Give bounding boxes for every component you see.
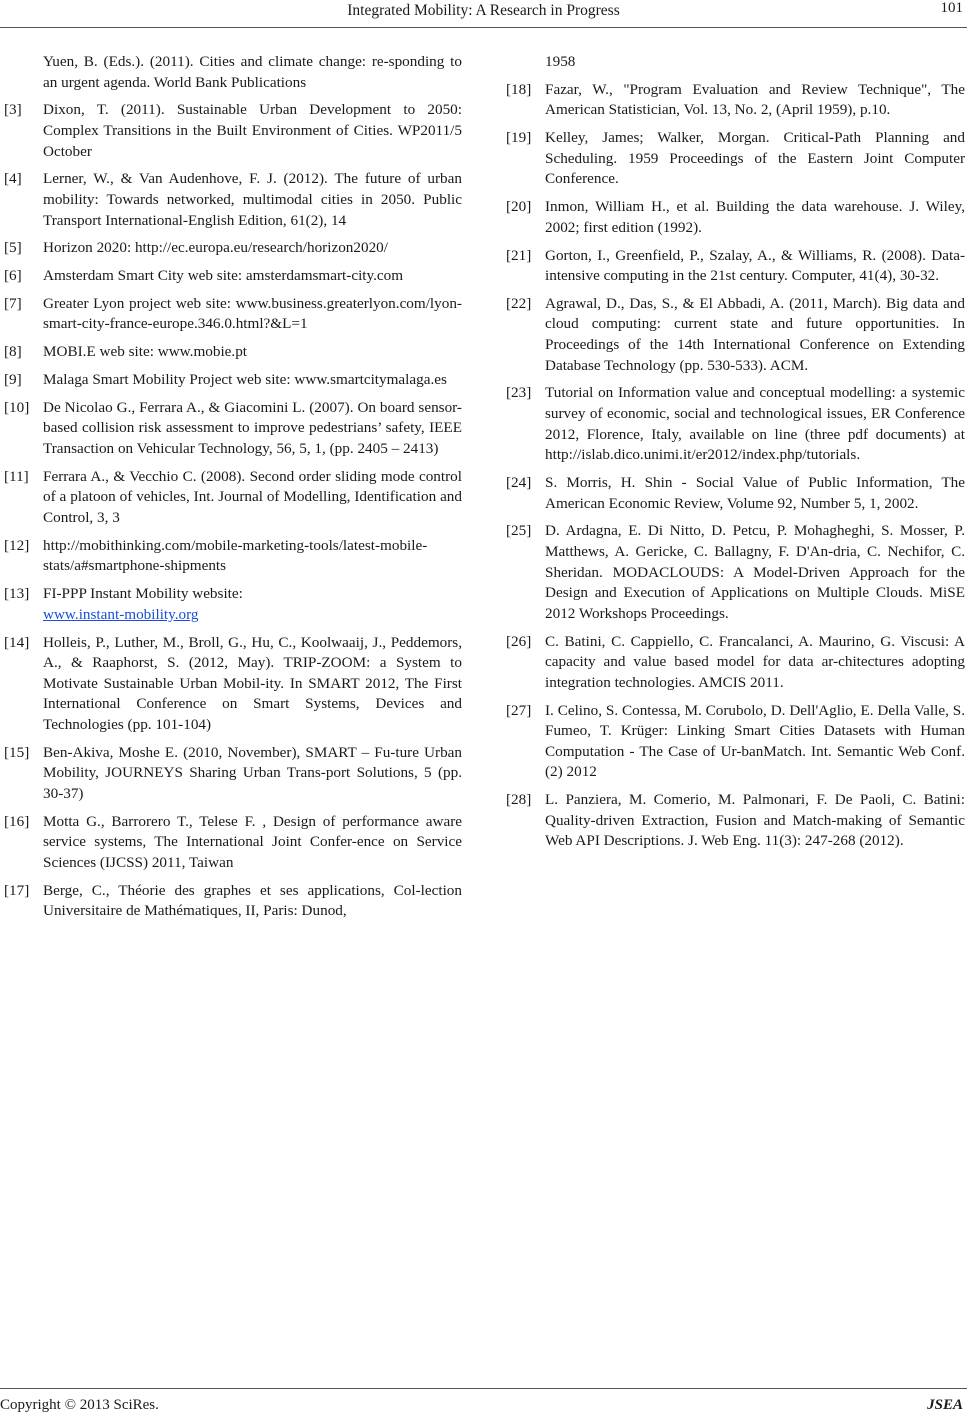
reference-entry [4, 100, 462, 162]
reference-text [545, 80, 965, 121]
reference-text [43, 467, 462, 529]
reference-link[interactable]: www.instant-mobility.org [43, 605, 199, 623]
reference-entry [506, 80, 965, 121]
reference-text [43, 52, 462, 93]
reference-entry [506, 790, 965, 852]
reference-entry [506, 128, 965, 190]
reference-entry [4, 743, 462, 805]
reference-entry [506, 246, 965, 287]
reference-entry [506, 52, 965, 73]
reference-citation: L. Panziera, M. Comerio, M. Palmonari, F. De Paoli, C. Batini: Quality-driven Extraction, Fusion and Match-making of Semantic Web API Descriptions. J. Web Eng. 11(3): 247-268 (2012). [545, 791, 965, 850]
reference-number: [22] [506, 294, 532, 312]
reference-citation: Yuen, B. (Eds.). (2011). Cities and climate change: re-sponding to an urgent agenda. World Bank Publications [43, 53, 462, 91]
reference-number [506, 52, 545, 73]
reference-number: [20] [506, 198, 532, 216]
reference-citation: Ferrara A., & Vecchio C. (2008). Second order sliding mode control of a platoon of vehicles, Int. Journal of Modelling, Identification and Control, 3, 3 [43, 467, 462, 526]
reference-entry [506, 701, 965, 783]
reference-number: [12] [4, 536, 30, 554]
running-header [0, 0, 967, 28]
reference-text [43, 398, 462, 460]
reference-text [43, 633, 462, 736]
reference-citation: Lerner, W., & Van Audenhove, F. J. (2012). The future of urban mobility: Towards networked, multimodal cities in 2050. Public Transport International-English Edition, 61(2), 14 [43, 170, 462, 229]
reference-text [545, 52, 965, 73]
reference-citation: MOBI.E web site: www.mobie.pt [43, 343, 248, 361]
reference-entry [4, 370, 462, 391]
reference-citation: 1958 [545, 53, 576, 70]
reference-number: [10] [4, 398, 30, 416]
reference-text [43, 342, 462, 363]
reference-entry [4, 812, 462, 874]
reference-entry [4, 536, 462, 577]
reference-text [43, 294, 462, 335]
reference-text [43, 238, 462, 259]
reference-entry [506, 294, 965, 376]
reference-text [43, 743, 462, 805]
reference-citation: De Nicolao G., Ferrara A., & Giacomini L. (2007). On board sensor-based collision risk assessment to improve pedestrians’ safety, IEEE Transaction on Vehicular Technology, 56, 5, 1, (pp. 2405 – 2413) [43, 398, 462, 457]
reference-entry [4, 52, 462, 93]
reference-entry [4, 169, 462, 231]
reference-citation: I. Celino, S. Contessa, M. Corubolo, D. Dell'Aglio, E. Della Valle, S. Fumeo, T. Krüger: Linking Smart Cities Datasets with Human Computation - The Case of Ur-banMatch. Int. Semantic Web Conf. (2) 2012 [545, 701, 965, 781]
running-title: Integrated Mobility: A Research in Progress [347, 2, 620, 19]
reference-number: [7] [4, 294, 22, 312]
reference-text [43, 881, 462, 922]
reference-text [545, 246, 965, 287]
reference-number: [14] [4, 633, 30, 651]
reference-number: [21] [506, 246, 532, 264]
reference-number: [8] [4, 343, 22, 361]
reference-citation: Holleis, P., Luther, M., Broll, G., Hu, C., Koolwaaij, J., Peddemors, A., & Raaphorst, S. (2012, May). TRIP-ZOOM: a System to Motivate Sustainable Urban Mobil-ity. In SMART 2012, The First International Conference on Smart Systems, Devices and Technologies (pp. 101-104) [43, 633, 462, 733]
reference-text [545, 383, 965, 465]
reference-entry [4, 238, 462, 259]
reference-number: [3] [4, 101, 22, 119]
reference-number: [16] [4, 812, 30, 830]
reference-number: [9] [4, 371, 22, 389]
reference-text [545, 294, 965, 376]
reference-number: [11] [4, 467, 29, 485]
reference-citation: Ben-Akiva, Moshe E. (2010, November), SMART – Fu-ture Urban Mobility, JOURNEYS Sharing Urban Trans-port Solutions, 5 (pp. 30-37) [43, 743, 462, 802]
reference-entry [506, 473, 965, 514]
reference-number: [4] [4, 170, 22, 188]
reference-citation: http://mobithinking.com/mobile-marketing-tools/latest-mobile-stats/a#smartphone-shipments [43, 536, 428, 575]
journal-abbreviation: JSEA [927, 1397, 963, 1413]
page-number: 101 [940, 0, 963, 16]
reference-text [545, 632, 965, 694]
reference-entry [4, 342, 462, 363]
reference-entry [4, 294, 462, 335]
reference-number: [23] [506, 384, 532, 402]
reference-number: [13] [4, 585, 30, 603]
references-right-column [506, 52, 965, 859]
reference-text [43, 536, 462, 577]
reference-citation: Tutorial on Information value and conceptual modelling: a systemic survey of economic, social and technological issues, ER Conference 2012, Florence, Italy, available on line (three pdf documents) at http://islab.dico.unimi.it/er2012/index.php/tutorials. [545, 384, 965, 464]
reference-citation: Gorton, I., Greenfield, P., Szalay, A., & Williams, R. (2008). Data-intensive computing in the 21st century. Computer, 41(4), 30-32. [545, 246, 965, 285]
reference-text [43, 370, 462, 391]
reference-citation: Motta G., Barrorero T., Telese F. , Design of performance aware service systems, The International Joint Confer-ence on Service Sciences (IJCSS) 2011, Taiwan [43, 812, 462, 871]
reference-citation: S. Morris, H. Shin - Social Value of Public Information, The American Economic Review, Volume 92, Number 5, 1, 2002. [545, 474, 965, 512]
reference-citation: C. Batini, C. Cappiello, C. Francalanci, A. Maurino, G. Viscusi: A capacity and value based model for data ar-chitectures adopting integration technologies. AMCIS 2011. [545, 632, 965, 691]
reference-entry [506, 632, 965, 694]
reference-citation: Dixon, T. (2011). Sustainable Urban Development to 2050: Complex Transitions in the Built Environment of Cities. WP2011/5 October [43, 101, 462, 160]
reference-text [545, 790, 965, 852]
page-footer [0, 1388, 967, 1416]
reference-citation: Kelley, James; Walker, Morgan. Critical-Path Planning and Scheduling. 1959 Proceedings of the Eastern Joint Computer Conference. [545, 129, 965, 188]
reference-citation: D. Ardagna, E. Di Nitto, D. Petcu, P. Mohagheghi, S. Mosser, P. Matthews, A. Gericke, C. Ballagny, F. D'An-dria, C. Nechifor, C. Sheridan. MODACLOUDS: A Model-Driven Approach for the Design and Execution of Applications on Multiple Clouds. MiSE 2012 Workshops Proceedings. [545, 522, 965, 622]
reference-text [545, 197, 965, 238]
reference-citation: Inmon, William H., et al. Building the data warehouse. J. Wiley, 2002; first edition (1992). [545, 198, 965, 236]
reference-number: [19] [506, 129, 532, 147]
reference-citation: FI-PPP Instant Mobility website: [43, 585, 243, 603]
reference-number: [15] [4, 743, 30, 761]
reference-entry [506, 521, 965, 624]
reference-citation: Malaga Smart Mobility Project web site: www.smartcitymalaga.es [43, 371, 447, 389]
reference-text [545, 521, 965, 624]
reference-citation: Amsterdam Smart City web site: amsterdamsmart-city.com [43, 267, 404, 285]
references-left-column [4, 52, 462, 929]
reference-citation: Horizon 2020: http://ec.europa.eu/research/horizon2020/ [43, 239, 388, 257]
reference-number: [17] [4, 881, 30, 899]
reference-number: [27] [506, 701, 532, 719]
reference-citation: Greater Lyon project web site: www.business.greaterlyon.com/lyon-smart-city-france-europe.346.0.html?&L=1 [43, 294, 462, 333]
reference-entry [4, 584, 462, 625]
reference-text [545, 473, 965, 514]
reference-text [545, 128, 965, 190]
reference-entry [4, 881, 462, 922]
reference-text [43, 266, 462, 287]
reference-text [43, 100, 462, 162]
reference-entry [4, 633, 462, 736]
reference-number: [28] [506, 791, 532, 809]
reference-number: [6] [4, 267, 22, 285]
reference-entry [4, 467, 462, 529]
reference-number: [18] [506, 80, 532, 98]
reference-text [43, 812, 462, 874]
reference-text [43, 584, 462, 625]
reference-number: [26] [506, 632, 532, 650]
reference-entry [506, 197, 965, 238]
reference-text [43, 169, 462, 231]
reference-citation: Fazar, W., "Program Evaluation and Review Technique", The American Statistician, Vol. 13, No. 2, (April 1959), p.10. [545, 80, 965, 119]
reference-entry [4, 398, 462, 460]
reference-number: [5] [4, 239, 22, 257]
reference-number [4, 52, 43, 93]
reference-text [545, 701, 965, 783]
reference-entry [506, 383, 965, 465]
reference-number: [25] [506, 522, 532, 540]
copyright-notice: Copyright © 2013 SciRes. [0, 1397, 159, 1413]
reference-number: [24] [506, 474, 532, 491]
reference-citation: Berge, C., Théorie des graphes et ses applications, Col-lection Universitaire de Mathématiques, II, Paris: Dunod, [43, 881, 462, 920]
reference-citation: Agrawal, D., Das, S., & El Abbadi, A. (2011, March). Big data and cloud computing: current state and future opportunities. In Proceedings of the 14th International Conference on Extending Database Technology (pp. 530-533). ACM. [545, 294, 965, 374]
reference-entry [4, 266, 462, 287]
